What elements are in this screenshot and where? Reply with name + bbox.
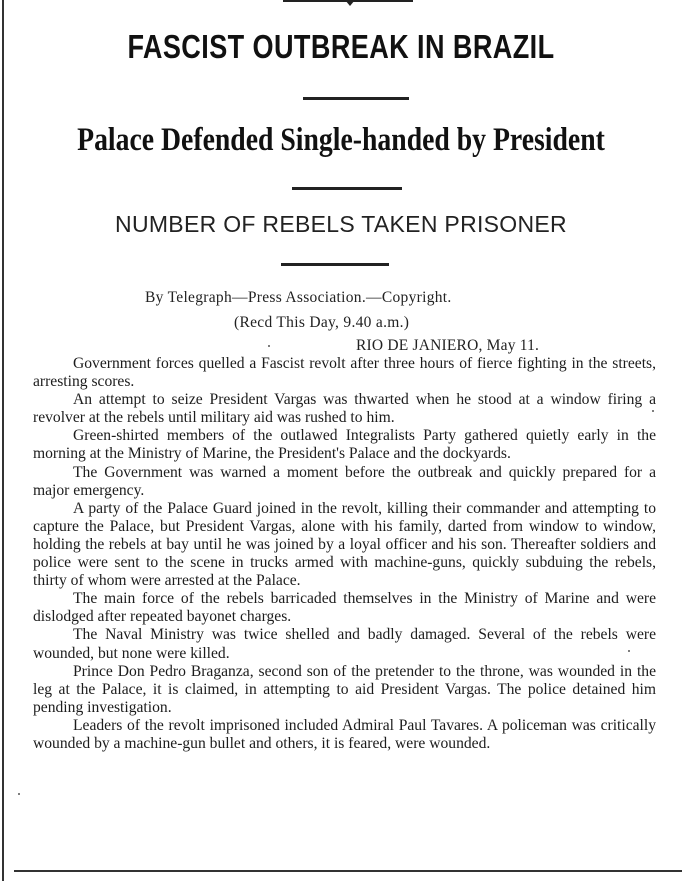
headline: FASCIST OUTBREAK IN BRAZIL xyxy=(127,28,555,65)
print-speck xyxy=(628,650,630,652)
byline: By Telegraph—Press Association.—Copyright. xyxy=(145,289,452,306)
print-speck xyxy=(18,793,20,795)
paragraph: Leaders of the revolt imprisoned included Admiral Paul Tavares. A policeman was critically wounded by a machine-gun bullet and others, it is feared, were wounded. xyxy=(33,716,656,752)
paragraph: Green-shirted members of the outlawed Integralists Party gathered quietly early in the morning at the Ministry of Marine, the President's Palace and the dockyards. xyxy=(33,427,656,463)
deck: NUMBER OF REBELS TAKEN PRISONER xyxy=(115,211,567,237)
paragraph: The Naval Ministry was twice shelled and badly damaged. Several of the rebels were wounded, but none were killed. xyxy=(33,626,656,662)
bottom-rule xyxy=(14,870,682,872)
top-ornament-icon xyxy=(345,0,355,6)
deck-divider xyxy=(281,263,389,266)
subheadline: Palace Defended Single-handed by President xyxy=(77,122,605,158)
subheadline-divider xyxy=(292,187,402,190)
paragraph: The main force of the rebels barricaded themselves in the Ministry of Marine and were dislodged after repeated bayonet charges. xyxy=(33,590,656,626)
print-speck xyxy=(268,345,270,347)
paragraph: A party of the Palace Guard joined in the revolt, killing their commander and attempting to capture the Palace, but President Vargas, alone with his family, darted from window to window, holding the rebels at bay until he was joined by a loyal officer and his son. Thereafter soldiers and police were sent to the scene in trucks armed with machine-guns, quickly subduing the rebels, thirty of whom were arrested at the Palace. xyxy=(33,499,656,590)
paragraph: An attempt to seize President Vargas was thwarted when he stood at a window firing a revolver at the rebels until military aid was rushed to him. xyxy=(33,391,656,427)
article-body xyxy=(33,355,656,753)
paragraph: The Government was warned a moment before the outbreak and quickly prepared for a major emergency. xyxy=(33,463,656,499)
received-time: (Recd This Day, 9.40 a.m.) xyxy=(234,314,410,331)
paragraph: Prince Don Pedro Braganza, second son of the pretender to the throne, was wounded in the leg at the Palace, it is claimed, in attempting to aid President Vargas. The police detained him pending investigation. xyxy=(33,662,656,716)
print-speck xyxy=(652,410,654,412)
headline-divider xyxy=(303,97,409,100)
dateline: RIO DE JANIERO, May 11. xyxy=(356,337,540,354)
paragraph: Government forces quelled a Fascist revolt after three hours of fierce fighting in the streets, arresting scores. xyxy=(33,355,656,391)
column-border xyxy=(2,0,4,881)
